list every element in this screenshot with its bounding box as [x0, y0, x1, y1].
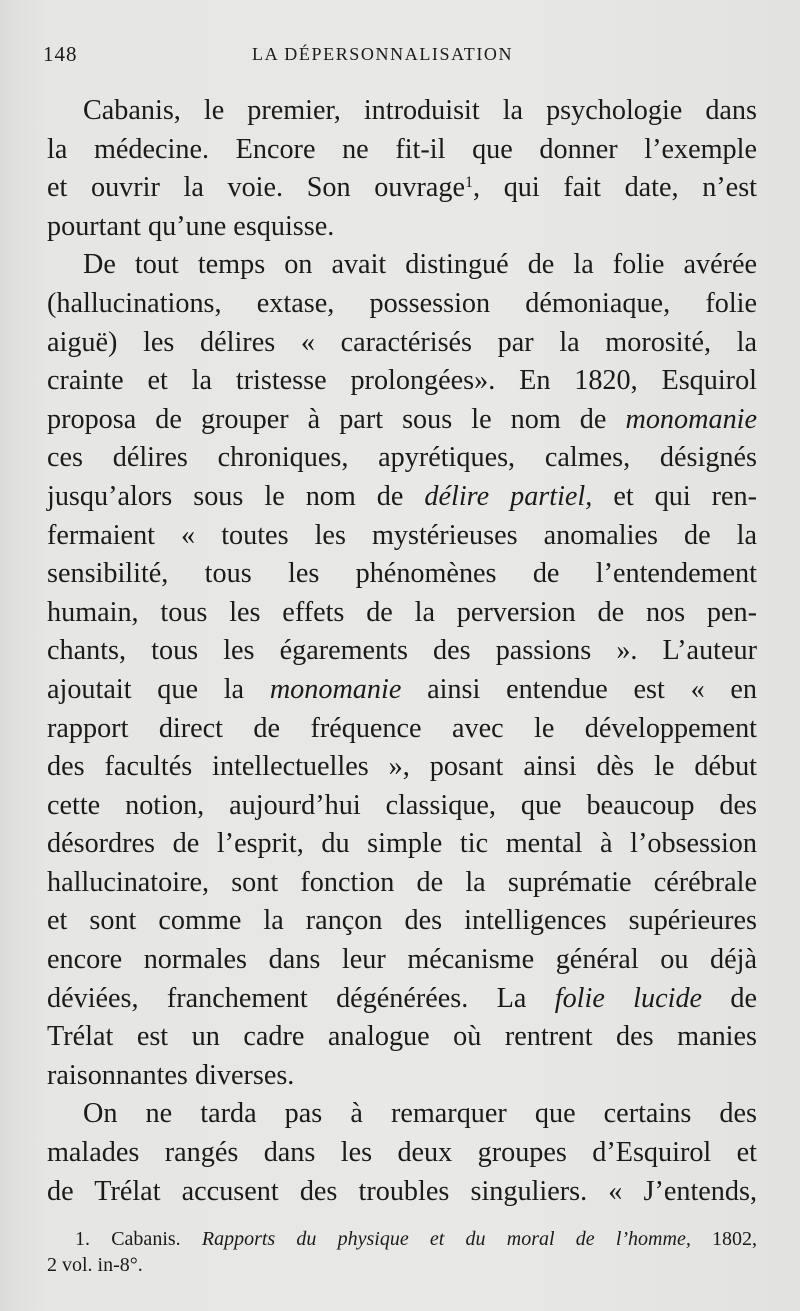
text-line: proposa de grouper à part sous le nom de monomanie: [47, 403, 758, 435]
page-number: 148: [43, 42, 78, 66]
text-line: fermaient « toutes les mystérieuses anomalies de la: [47, 519, 757, 551]
italic-term: monomanie: [269, 673, 402, 705]
text-line: ces délires chroniques, apyrétiques, calmes, désignés: [47, 442, 757, 474]
text-line: la médecine. Encore ne fit-il que donner l’exemple: [47, 133, 757, 165]
italic-term: folie lucide: [554, 982, 703, 1014]
text-line: de Trélat accusent des troubles singuliers. « J’entends,: [47, 1175, 757, 1207]
text-line: De tout temps on avait distingué de la folie avérée: [83, 249, 757, 281]
footnote-line: 2 vol. in-8°.: [47, 1254, 143, 1276]
italic-term: délire partiel,: [424, 480, 593, 512]
text-line: hallucinatoire, sont fonction de la suprématie cérébrale: [47, 866, 757, 898]
text-line: désordres de l’esprit, du simple tic mental à l’obsession: [47, 828, 757, 860]
text-line: jusqu’alors sous le nom de délire partiel, et qui ren-: [47, 480, 758, 512]
footnote-ref: 1: [465, 174, 474, 192]
body-text: [47, 92, 757, 1211]
text-line: crainte et la tristesse prolongées». En 1820, Esquirol: [47, 365, 757, 397]
text-line: encore normales dans leur mécanisme général ou déjà: [47, 944, 757, 976]
text-line: ajoutait que la monomanie ainsi entendue est « en: [47, 673, 758, 705]
text-line: Trélat est un cadre analogue où rentrent des manies: [47, 1021, 757, 1053]
text-line: Cabanis, le premier, introduisit la psychologie dans: [83, 95, 757, 126]
italic-term: monomanie: [625, 403, 758, 435]
text-line: et ouvrir la voie. Son ouvrage$^1$, qui fait date, n’est: [47, 172, 757, 204]
text-line: déviées, franchement dégénérées. La folie lucide de: [47, 982, 758, 1014]
footnote-number: 1.: [75, 1228, 90, 1250]
text-line: (hallucinations, extase, possession démoniaque, folie: [47, 287, 757, 319]
text-line: cette notion, aujourd’hui classique, que beaucoup des: [47, 789, 757, 821]
footnote-year: 1802,: [712, 1228, 758, 1250]
text-line: pourtant qu’une esquisse.: [47, 210, 335, 242]
text-line: On ne tarda pas à remarquer que certains des: [83, 1098, 757, 1130]
footnote-line: [47, 1226, 757, 1252]
running-title: LA DÉPERSONNALISATION: [252, 44, 514, 64]
text-line: humain, tous les effets de la perversion de nos pen-: [47, 596, 757, 628]
page-header: [43, 42, 755, 72]
footnote: [47, 1226, 757, 1278]
text-line: rapport direct de fréquence avec le développement: [47, 712, 757, 744]
text-line: malades rangés dans les deux groupes d’Esquirol et: [47, 1137, 757, 1169]
text-line: sensibilité, tous les phénomènes de l’entendement: [47, 558, 757, 590]
footnote-author: Cabanis.: [111, 1228, 181, 1250]
text-line: aiguë) les délires « caractérisés par la morosité, la: [47, 326, 757, 358]
text-line: et sont comme la rançon des intelligences supérieures: [47, 905, 757, 937]
text-line: chants, tous les égarements des passions ». L’auteur: [47, 635, 757, 667]
footnote-title: Rapports du physique et du moral de l’homme,: [201, 1228, 691, 1250]
text-line: raisonnantes diverses.: [47, 1059, 295, 1091]
text-line: des facultés intellectuelles », posant ainsi dès le début: [47, 751, 757, 783]
